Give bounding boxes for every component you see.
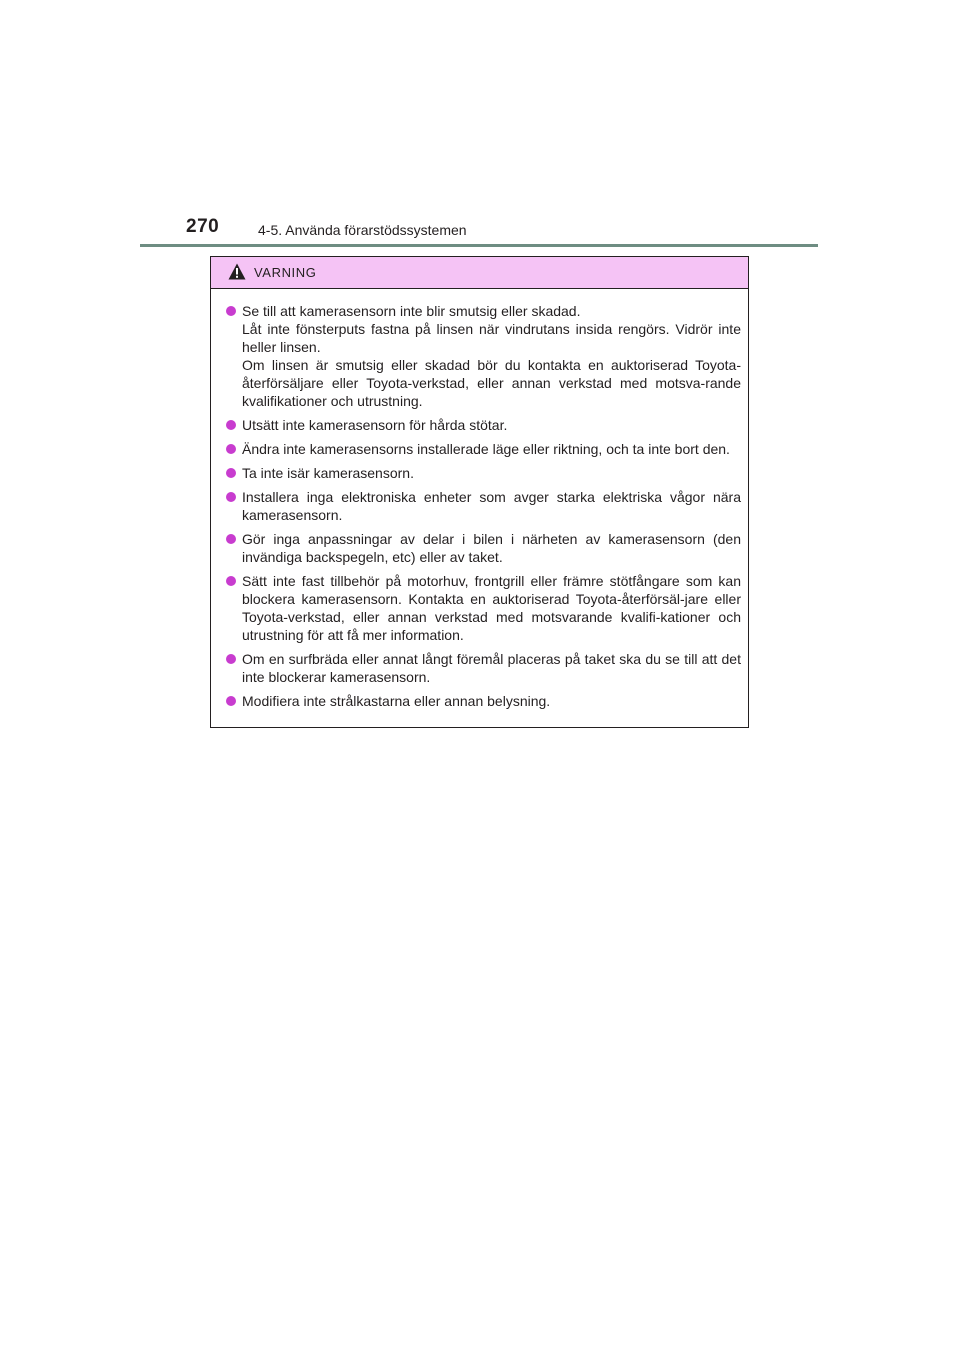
warning-item xyxy=(211,488,748,524)
warning-item xyxy=(211,650,748,686)
warning-item-text: Om en surfbräda eller annat långt föremål placeras på taket ska du se till att det inte blockerar kamerasensorn. xyxy=(242,651,741,685)
warning-item-text: Gör inga anpassningar av delar i bilen i närheten av kamerasensorn (den invändiga backspegeln, etc) eller av taket. xyxy=(242,531,741,565)
bullet-icon xyxy=(226,306,236,316)
warning-item xyxy=(211,530,748,566)
warning-item-text: Låt inte fönsterputs fastna på linsen när vindrutans insida rengörs. Vidrör inte heller linsen. xyxy=(242,321,741,355)
bullet-icon xyxy=(226,444,236,454)
warning-item-text: Ändra inte kamerasensorns installerade läge eller riktning, och ta inte bort den. xyxy=(242,441,730,457)
bullet-icon xyxy=(226,420,236,430)
warning-item-text: Sätt inte fast tillbehör på motorhuv, frontgrill eller främre stötfångare som kan blockera kamerasensorn. Kontakta en auktoriserad Toyota-återförsäl-jare eller Toyota-verkstad, eller annan verkstad med motsvarande kvalifi-kationer och utrustning för att få mer information. xyxy=(242,573,741,643)
header-rule xyxy=(140,244,818,247)
warning-item xyxy=(211,416,748,434)
page-number: 270 xyxy=(186,216,220,237)
bullet-icon xyxy=(226,576,236,586)
page-header xyxy=(140,214,818,248)
warning-item-text: Se till att kamerasensorn inte blir smutsig eller skadad. xyxy=(242,303,581,319)
warning-label: VARNING xyxy=(254,265,317,280)
bullet-icon xyxy=(226,654,236,664)
warning-box xyxy=(210,256,749,728)
bullet-icon xyxy=(226,492,236,502)
warning-item xyxy=(211,302,748,410)
warning-item xyxy=(211,440,748,458)
section-title: 4-5. Använda förarstödssystemen xyxy=(258,222,467,238)
warning-item-text: Utsätt inte kamerasensorn för hårda stötar. xyxy=(242,417,508,433)
warning-item-text: Installera inga elektroniska enheter som avger starka elektriska vågor nära kamerasensorn. xyxy=(242,489,741,523)
bullet-icon xyxy=(226,696,236,706)
warning-item-text: Om linsen är smutsig eller skadad bör du kontakta en auktoriserad Toyota-återförsäljare eller Toyota-verkstad, eller annan verkstad med motsva-rande kvalifikationer och utrustning. xyxy=(242,357,741,409)
warning-item-text: Modifiera inte strålkastarna eller annan belysning. xyxy=(242,693,551,709)
warning-triangle-icon xyxy=(228,263,246,280)
warning-header xyxy=(211,257,748,289)
warning-item xyxy=(211,692,748,710)
warning-item xyxy=(211,572,748,644)
warning-item xyxy=(211,464,748,482)
warning-list xyxy=(211,289,748,710)
bullet-icon xyxy=(226,534,236,544)
bullet-icon xyxy=(226,468,236,478)
warning-item-text: Ta inte isär kamerasensorn. xyxy=(242,465,414,481)
